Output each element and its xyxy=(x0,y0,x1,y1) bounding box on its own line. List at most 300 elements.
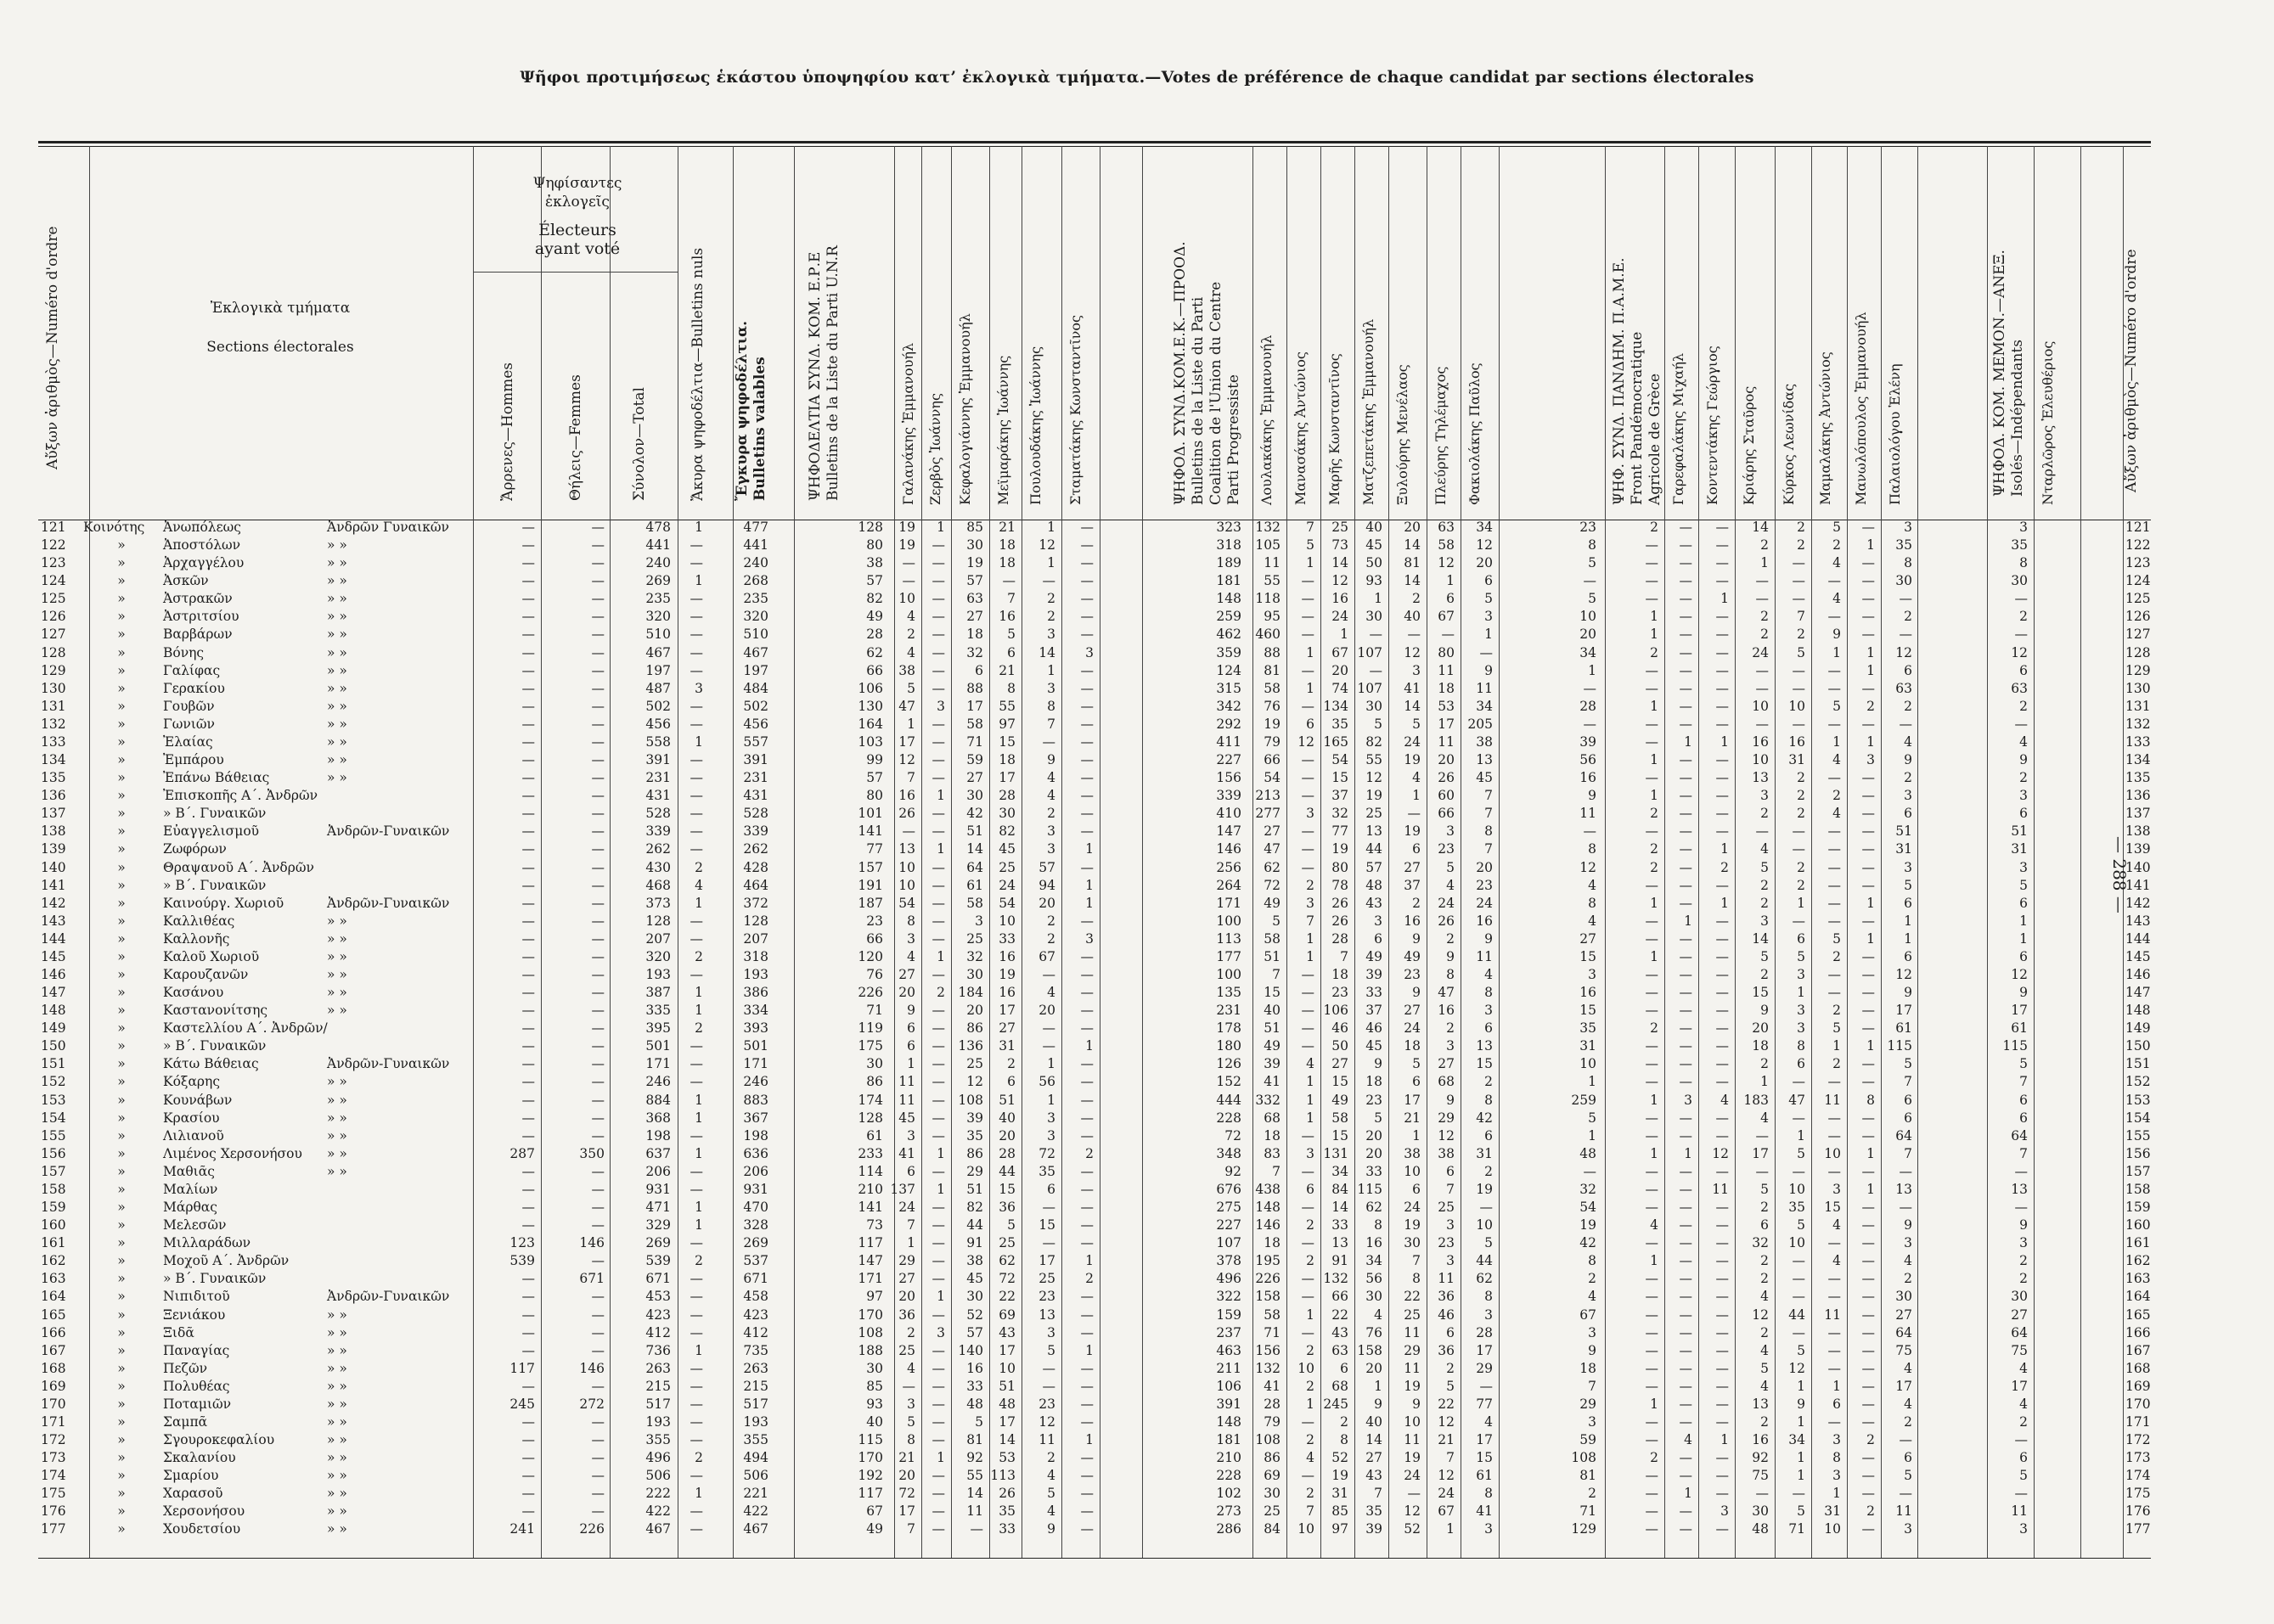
row-value: 141 xyxy=(858,823,883,840)
row-value: 26 xyxy=(898,806,915,822)
row-value: 1 xyxy=(1085,1253,1094,1269)
row-value: 263 xyxy=(743,1360,768,1376)
row-value: 6 xyxy=(1340,1360,1348,1376)
row-value: 506 xyxy=(743,1468,768,1484)
row-value: — xyxy=(1369,662,1382,678)
row-value: 16 xyxy=(898,788,915,804)
row-value: 468 xyxy=(645,877,671,893)
row-value: 21 xyxy=(1438,1432,1455,1448)
row-value: — xyxy=(521,1110,535,1126)
row-value: 7 xyxy=(1306,1503,1314,1520)
row-order-number-end: 170 xyxy=(2125,1396,2151,1412)
row-value: — xyxy=(591,1127,605,1144)
row-section-name: Θραψανοῦ Α΄. Ἀνδρῶν xyxy=(163,859,314,875)
row-value: 5 xyxy=(1484,1235,1493,1251)
row-value: — xyxy=(1679,627,1692,643)
row-order-number: 157 xyxy=(41,1163,66,1179)
row-value: — xyxy=(1715,1235,1729,1251)
row-value: — xyxy=(591,1503,605,1520)
row-value: 136 xyxy=(958,1038,983,1054)
row-value: 240 xyxy=(743,555,768,571)
row-value: 9 xyxy=(1484,930,1493,947)
row-value: 34 xyxy=(1476,520,1493,535)
row-value: — xyxy=(1080,788,1094,804)
row-value: 11 xyxy=(1476,680,1493,696)
row-section-type: » » xyxy=(327,680,347,696)
row-value: 12 xyxy=(1438,1468,1455,1484)
row-section-name: Βαρβάρων xyxy=(163,627,233,643)
row-section-name: Νιπιδιτοῦ xyxy=(163,1289,230,1305)
row-order-number: 142 xyxy=(41,895,66,911)
row-value: 37 xyxy=(1331,788,1348,804)
row-value: — xyxy=(1679,770,1692,786)
row-value: 7 xyxy=(1272,967,1281,982)
header-total: Σύνολον—Total xyxy=(631,387,648,501)
row-value: 1 xyxy=(1412,1127,1421,1144)
row-value: 148 xyxy=(1216,1414,1241,1430)
row-value: 75 xyxy=(2011,1342,2028,1358)
row-value: 8 xyxy=(1047,698,1055,714)
row-value: — xyxy=(1827,1235,1841,1251)
row-value: 5 xyxy=(1760,948,1769,964)
row-value: — xyxy=(1861,1342,1875,1358)
row-value: — xyxy=(1301,591,1314,607)
row-value: 8 xyxy=(1588,1253,1596,1269)
row-order-number-end: 154 xyxy=(2125,1110,2151,1126)
row-value: 21 xyxy=(1404,1110,1421,1126)
row-value: 423 xyxy=(743,1307,768,1323)
row-value: 5 xyxy=(1797,948,1805,964)
row-value: 8 xyxy=(1588,895,1596,911)
row-value: — xyxy=(1792,1253,1805,1269)
row-value: — xyxy=(932,555,945,571)
row-value: — xyxy=(1827,859,1841,875)
row-value: — xyxy=(932,1378,945,1394)
row-value: 31 xyxy=(1788,752,1805,768)
row-community-label: » xyxy=(117,967,126,982)
row-value: 1 xyxy=(1650,1092,1658,1108)
row-value: 5 xyxy=(907,680,915,696)
row-value: 64 xyxy=(2011,1127,2028,1144)
row-value: — xyxy=(521,698,535,714)
row-value: — xyxy=(932,733,945,750)
row-value: 20 xyxy=(1038,1003,1055,1019)
row-value: 31 xyxy=(1895,841,1912,857)
row-order-number: 123 xyxy=(41,555,66,571)
row-value: 558 xyxy=(645,733,671,750)
row-value: — xyxy=(1679,788,1692,804)
row-value: — xyxy=(521,1181,535,1197)
row-value: — xyxy=(1080,627,1094,643)
row-value: 93 xyxy=(866,1396,883,1412)
row-community-label: » xyxy=(117,591,126,607)
row-value: — xyxy=(591,1092,605,1108)
row-section-name: Μάρθας xyxy=(163,1200,217,1216)
row-value: — xyxy=(1755,716,1769,732)
row-value: 20 xyxy=(1365,1360,1382,1376)
row-value: 3 xyxy=(1306,806,1314,822)
row-value: 24 xyxy=(898,1200,915,1216)
row-value: 37 xyxy=(1365,1003,1382,1019)
row-community-label: » xyxy=(117,1003,126,1019)
row-value: 21 xyxy=(999,662,1016,678)
row-value: — xyxy=(1301,1289,1314,1305)
row-value: 81 xyxy=(966,1432,983,1448)
row-value: 72 xyxy=(999,1271,1016,1287)
row-value: 1 xyxy=(1720,895,1729,911)
row-value: — xyxy=(1301,967,1314,982)
row-order-number: 155 xyxy=(41,1127,66,1144)
row-value: — xyxy=(1080,770,1094,786)
row-value: 1 xyxy=(1720,591,1729,607)
row-value: 20 xyxy=(1752,1020,1769,1037)
row-value: 20 xyxy=(898,1468,915,1484)
row-community-label: » xyxy=(117,1253,126,1269)
row-value: — xyxy=(1715,680,1729,696)
row-value: — xyxy=(1080,680,1094,696)
row-value: 13 xyxy=(1752,770,1769,786)
row-value: 496 xyxy=(645,1450,671,1466)
row-order-number: 170 xyxy=(41,1396,66,1412)
row-value: 1 xyxy=(1797,1414,1805,1430)
row-section-type: Ἀνδρῶν-Γυναικῶν xyxy=(327,1056,450,1072)
row-value: — xyxy=(932,1163,945,1179)
row-value: 17 xyxy=(1404,1092,1421,1108)
row-value: — xyxy=(1080,1163,1094,1179)
row-value: 44 xyxy=(966,1217,983,1233)
row-value: 2 xyxy=(1047,913,1055,929)
row-value: 19 xyxy=(1365,788,1382,804)
row-value: 342 xyxy=(1216,698,1241,714)
row-value: — xyxy=(1715,644,1729,660)
row-value: 269 xyxy=(645,1235,671,1251)
row-value: 6 xyxy=(1374,930,1382,947)
row-value: 1 xyxy=(1797,1127,1805,1144)
row-value: 2 xyxy=(1085,1271,1094,1287)
row-value: 478 xyxy=(645,520,671,535)
row-value: 16 xyxy=(1579,770,1596,786)
row-value: 58 xyxy=(1264,680,1281,696)
row-value: — xyxy=(1407,627,1421,643)
row-value: 41 xyxy=(898,1145,915,1161)
row-section-name: Γαλίφας xyxy=(163,662,221,678)
row-value: 1 xyxy=(1340,627,1348,643)
row-section-name: Ἀστρακῶν xyxy=(163,591,233,607)
row-value: 315 xyxy=(1216,680,1241,696)
row-value: 27 xyxy=(1264,823,1281,840)
row-value: 348 xyxy=(1216,1145,1241,1161)
row-value: 2 xyxy=(1760,1324,1769,1340)
row-value: 393 xyxy=(743,1020,768,1037)
row-value: — xyxy=(932,1253,945,1269)
row-order-number: 165 xyxy=(41,1307,66,1323)
row-value: — xyxy=(1861,680,1875,696)
row-value: 9 xyxy=(1412,985,1421,1001)
row-value: 25 xyxy=(1365,806,1382,822)
row-value: — xyxy=(1715,662,1729,678)
row-value: — xyxy=(591,662,605,678)
row-value: 10 xyxy=(1788,1181,1805,1197)
row-community-label: » xyxy=(117,1056,126,1072)
row-value: 2 xyxy=(1007,1056,1016,1072)
row-value: — xyxy=(1861,1127,1875,1144)
row-value: 23 xyxy=(1038,1289,1055,1305)
row-section-type: Ἀνδρῶν-Γυναικῶν xyxy=(327,1289,450,1305)
row-value: 1 xyxy=(1832,1486,1841,1502)
row-value: 12 xyxy=(966,1074,983,1090)
row-value: 18 xyxy=(1579,1360,1596,1376)
row-value: 3 xyxy=(1832,1181,1841,1197)
row-value: — xyxy=(1861,1074,1875,1090)
row-value: 2 xyxy=(1306,1342,1314,1358)
row-value: — xyxy=(690,1181,703,1197)
row-order-number: 163 xyxy=(41,1271,66,1287)
row-value: — xyxy=(1899,716,1912,732)
row-value: 3 xyxy=(1374,913,1382,929)
row-value: 7 xyxy=(1374,1486,1382,1502)
row-value: 4 xyxy=(1760,1342,1769,1358)
row-section-name: Σκαλανίου xyxy=(163,1450,236,1466)
row-value: 3 xyxy=(2019,1235,2028,1251)
row-value: — xyxy=(1080,733,1094,750)
row-value: 86 xyxy=(966,1145,983,1161)
row-value: 25 xyxy=(898,1342,915,1358)
row-value: — xyxy=(1080,1003,1094,1019)
row-value: 58 xyxy=(1264,1307,1281,1323)
row-order-number: 160 xyxy=(41,1217,66,1233)
row-order-number-end: 160 xyxy=(2125,1217,2151,1233)
row-value: — xyxy=(1042,1235,1055,1251)
row-value: 1 xyxy=(695,1003,703,1019)
header-voters-gr: Ψηφίσαντες ἐκλογεῖς xyxy=(532,175,622,211)
row-value: — xyxy=(1755,1486,1769,1502)
row-order-number: 177 xyxy=(41,1521,66,1537)
row-value: 39 xyxy=(1579,733,1596,750)
row-value: 4 xyxy=(1760,1289,1769,1305)
row-value: 126 xyxy=(1216,1056,1241,1072)
row-value: 2 xyxy=(1797,806,1805,822)
row-value: 12 xyxy=(1438,1127,1455,1144)
row-value: 4 xyxy=(907,609,915,625)
row-community-label: » xyxy=(117,1092,126,1108)
row-value: 2 xyxy=(1446,1360,1455,1376)
row-value: 246 xyxy=(645,1074,671,1090)
row-value: 113 xyxy=(990,1468,1016,1484)
row-value: — xyxy=(1827,895,1841,911)
row-value: — xyxy=(1715,788,1729,804)
row-value: 1 xyxy=(1650,627,1658,643)
row-value: 5 xyxy=(1306,537,1314,554)
row-value: 106 xyxy=(858,680,883,696)
row-section-type: » » xyxy=(327,930,347,947)
row-value: 57 xyxy=(866,770,883,786)
row-value: 33 xyxy=(966,1378,983,1394)
row-value: — xyxy=(932,1127,945,1144)
row-value: 1 xyxy=(1866,662,1875,678)
row-value: 12 xyxy=(1476,537,1493,554)
row-value: — xyxy=(1899,591,1912,607)
header-indep: ΨΗΦΟΔ. ΚΟΜ. ΜΕΜΟΝ.—ΑΝΕΞ. Isolés—Indépendants xyxy=(1991,250,2026,497)
row-value: 12 xyxy=(1404,644,1421,660)
row-value: 23 xyxy=(1438,841,1455,857)
row-community-label: » xyxy=(117,1020,126,1037)
row-value: 22 xyxy=(1404,1289,1421,1305)
row-value: 2 xyxy=(907,627,915,643)
row-value: — xyxy=(1861,841,1875,857)
row-value: 3 xyxy=(1760,788,1769,804)
row-value: 6 xyxy=(1484,573,1493,589)
row-community-label: » xyxy=(117,1271,126,1287)
row-value: — xyxy=(1679,1235,1692,1251)
row-community-label: » xyxy=(117,627,126,643)
row-value: 15 xyxy=(1476,1450,1493,1466)
row-section-type: » » xyxy=(327,1342,347,1358)
row-value: 30 xyxy=(1404,1235,1421,1251)
row-value: 2 xyxy=(1904,698,1912,714)
row-value: 67 xyxy=(1579,1307,1596,1323)
row-value: — xyxy=(1792,1289,1805,1305)
row-value: 5 xyxy=(1760,859,1769,875)
row-value: — xyxy=(932,1020,945,1037)
row-value: 430 xyxy=(645,859,671,875)
row-value: 15 xyxy=(999,733,1016,750)
row-order-number: 139 xyxy=(41,841,66,857)
row-order-number: 138 xyxy=(41,823,66,840)
row-value: 1 xyxy=(907,716,915,732)
row-value: 1 xyxy=(1446,1521,1455,1537)
row-value: 171 xyxy=(1216,895,1241,911)
row-value: 1 xyxy=(1047,520,1055,535)
row-value: 44 xyxy=(1476,1253,1493,1269)
row-value: 237 xyxy=(1216,1324,1241,1340)
row-value: 82 xyxy=(1365,733,1382,750)
row-value: 246 xyxy=(743,1074,768,1090)
row-value: 50 xyxy=(1331,1038,1348,1054)
row-value: 18 xyxy=(1404,1038,1421,1054)
row-value: — xyxy=(690,967,703,982)
row-value: — xyxy=(1715,1020,1729,1037)
row-section-name: Καρουζανῶν xyxy=(163,967,249,982)
row-value: 263 xyxy=(645,1360,671,1376)
row-value: 506 xyxy=(645,1468,671,1484)
row-value: — xyxy=(1827,1324,1841,1340)
row-value: 24 xyxy=(1752,644,1769,660)
row-value: — xyxy=(1080,913,1094,929)
row-value: 131 xyxy=(1323,1145,1348,1161)
row-value: — xyxy=(970,1521,983,1537)
row-value: — xyxy=(521,859,535,875)
row-value: 4 xyxy=(1047,1468,1055,1484)
row-value: 320 xyxy=(645,609,671,625)
row-value: 21 xyxy=(999,520,1016,535)
row-value: 517 xyxy=(645,1396,671,1412)
row-value: 30 xyxy=(866,1360,883,1376)
row-value: — xyxy=(690,1056,703,1072)
row-section-type: » » xyxy=(327,1324,347,1340)
row-value: 273 xyxy=(1216,1503,1241,1520)
row-value: 27 xyxy=(1365,1450,1382,1466)
row-value: 13 xyxy=(1895,1181,1912,1197)
row-value: — xyxy=(932,609,945,625)
row-value: 231 xyxy=(743,770,768,786)
row-value: — xyxy=(1861,1271,1875,1287)
row-value: 1 xyxy=(1720,841,1729,857)
row-value: 77 xyxy=(1331,823,1348,840)
row-value: — xyxy=(1583,1163,1596,1179)
row-value: — xyxy=(1080,1468,1094,1484)
row-section-name: Σαμπᾶ xyxy=(163,1414,208,1430)
row-value: — xyxy=(1861,788,1875,804)
row-value: — xyxy=(1679,1468,1692,1484)
row-value: 43 xyxy=(1331,1324,1348,1340)
row-value: 20 xyxy=(1365,1127,1382,1144)
row-value: 2 xyxy=(1866,1432,1875,1448)
row-value: — xyxy=(1301,662,1314,678)
row-value: — xyxy=(1679,1163,1692,1179)
row-value: 391 xyxy=(645,752,671,768)
row-value: — xyxy=(1827,680,1841,696)
row-value: 386 xyxy=(743,985,768,1001)
row-section-type: » » xyxy=(327,698,347,714)
row-value: — xyxy=(1679,1020,1692,1037)
row-value: 123 xyxy=(509,1235,535,1251)
row-value: 193 xyxy=(645,967,671,982)
row-order-number: 154 xyxy=(41,1110,66,1126)
row-value: 72 xyxy=(1038,1145,1055,1161)
row-value: 1 xyxy=(1650,895,1658,911)
row-value: 4 xyxy=(1306,1056,1314,1072)
row-value: — xyxy=(1080,1217,1094,1233)
row-value: 67 xyxy=(1438,1503,1455,1520)
row-value: 141 xyxy=(858,1200,883,1216)
row-value: — xyxy=(1080,1414,1094,1430)
row-value: 9 xyxy=(1374,1056,1382,1072)
row-value: 54 xyxy=(1579,1200,1596,1216)
row-value: — xyxy=(1301,823,1314,840)
row-value: 14 xyxy=(1038,644,1055,660)
row-value: 71 xyxy=(1788,1521,1805,1537)
row-order-number: 151 xyxy=(41,1056,66,1072)
row-order-number: 124 xyxy=(41,573,66,589)
row-value: 40 xyxy=(1365,1414,1382,1430)
row-value: 339 xyxy=(645,823,671,840)
row-value: — xyxy=(932,913,945,929)
row-community-label: » xyxy=(117,788,126,804)
row-value: — xyxy=(1861,1396,1875,1412)
row-section-name: Κόξαρης xyxy=(163,1074,220,1090)
row-value: 28 xyxy=(999,788,1016,804)
row-value: 1 xyxy=(937,1450,945,1466)
row-value: — xyxy=(1861,913,1875,929)
row-value: 146 xyxy=(1255,1217,1281,1233)
row-value: 108 xyxy=(858,1324,883,1340)
row-value: 1 xyxy=(1306,1110,1314,1126)
row-value: 41 xyxy=(1404,680,1421,696)
row-value: 51 xyxy=(1895,823,1912,840)
row-value: — xyxy=(1645,1056,1658,1072)
row-value: — xyxy=(1679,591,1692,607)
row-value: — xyxy=(1042,573,1055,589)
row-value: 5 xyxy=(1832,1020,1841,1037)
row-value: 11 xyxy=(1404,1432,1421,1448)
row-value: 5 xyxy=(1832,930,1841,947)
row-value: — xyxy=(1792,841,1805,857)
row-value: 1 xyxy=(1306,1396,1314,1412)
row-value: 26 xyxy=(1438,770,1455,786)
row-value: 3 xyxy=(695,680,703,696)
row-value: — xyxy=(932,1503,945,1520)
row-value: 206 xyxy=(743,1163,768,1179)
